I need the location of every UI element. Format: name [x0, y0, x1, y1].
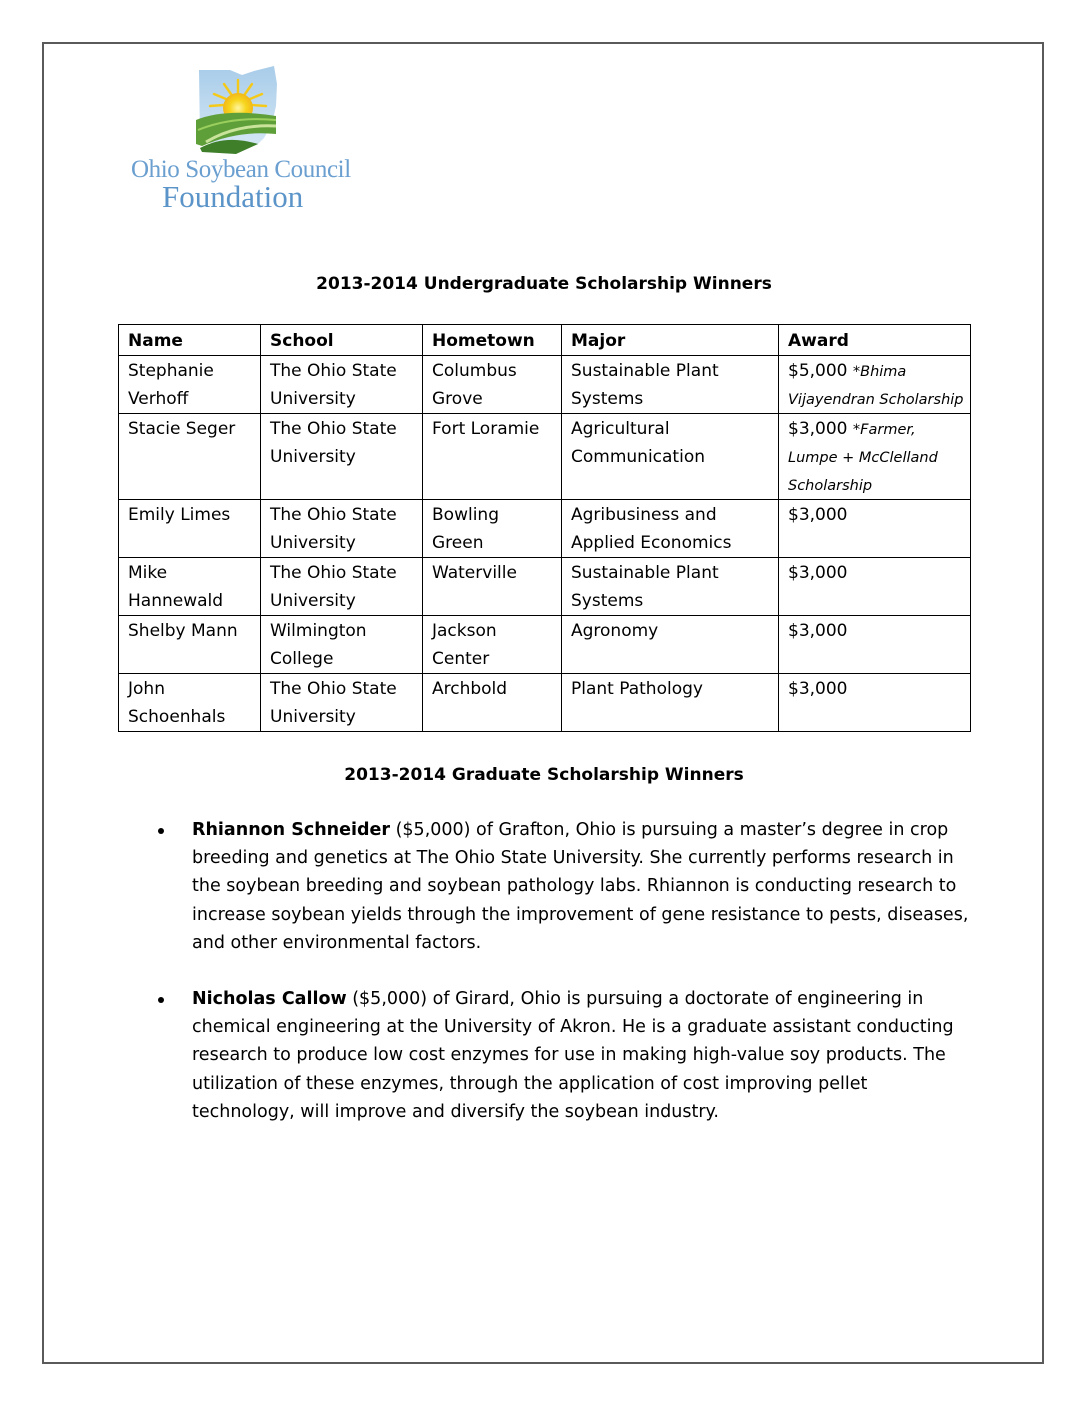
- cell-award: $3,000: [779, 500, 971, 558]
- undergraduate-heading: 2013-2014 Undergraduate Scholarship Winners: [316, 274, 772, 294]
- cell-hometown: Jackson Center: [423, 616, 562, 674]
- table-row: [119, 356, 971, 414]
- cell-hometown: Waterville: [423, 558, 562, 616]
- award-note: *Farmer, Lumpe + McClelland Scholarship: [788, 422, 938, 494]
- cell-school: The Ohio State University: [261, 674, 423, 732]
- cell-name: Emily Limes: [119, 500, 261, 558]
- column-header-hometown: Hometown: [423, 325, 562, 356]
- table-header-row: [119, 325, 971, 356]
- cell-name: Shelby Mann: [119, 616, 261, 674]
- cell-school: The Ohio State University: [261, 500, 423, 558]
- cell-name: Stacie Seger: [119, 414, 261, 500]
- column-header-name: Name: [119, 325, 261, 356]
- ohio-sun-field-icon: [196, 64, 282, 154]
- graduate-winners-list: [150, 816, 970, 1126]
- award-note: *Bhima Vijayendran Scholarship: [788, 364, 964, 408]
- cell-name: Stephanie Verhoff: [119, 356, 261, 414]
- undergraduate-winners-table: [118, 324, 971, 732]
- cell-major: Sustainable Plant Systems: [562, 558, 779, 616]
- logo-line-1: Ohio Soybean Council: [131, 156, 351, 183]
- cell-major: Agricultural Communication: [562, 414, 779, 500]
- cell-major: Agribusiness and Applied Economics: [562, 500, 779, 558]
- winner-description: ($5,000) of Girard, Ohio is pursuing a doctorate of engineering in chemical engineering at the University of Akron. He is a graduate assistant conducting research to produce low cost enzymes for use in making high-value soy products. The utilization of these enzymes, through the application of cost improving pellet technology, will improve and diversify the soybean industry.: [192, 989, 954, 1122]
- cell-major: Agronomy: [562, 616, 779, 674]
- table-row: [119, 414, 971, 500]
- winner-name: Rhiannon Schneider: [192, 820, 391, 840]
- table-row: [119, 558, 971, 616]
- cell-hometown: Fort Loramie: [423, 414, 562, 500]
- cell-hometown: Archbold: [423, 674, 562, 732]
- award-amount: $3,000: [788, 419, 848, 439]
- cell-major: Plant Pathology: [562, 674, 779, 732]
- bullet-icon: [158, 997, 164, 1003]
- cell-hometown: Bowling Green: [423, 500, 562, 558]
- cell-award: [779, 414, 971, 500]
- table-row: [119, 500, 971, 558]
- winner-name: Nicholas Callow: [192, 989, 347, 1010]
- cell-award: $3,000: [779, 674, 971, 732]
- list-item: [150, 985, 970, 1126]
- cell-school: The Ohio State University: [261, 558, 423, 616]
- column-header-award: Award: [779, 325, 971, 356]
- cell-award: $3,000: [779, 616, 971, 674]
- graduate-heading: 2013-2014 Graduate Scholarship Winners: [344, 765, 744, 785]
- column-header-major: Major: [562, 325, 779, 356]
- cell-school: Wilmington College: [261, 616, 423, 674]
- winner-description: ($5,000) of Grafton, Ohio is pursuing a master’s degree in crop breeding and genetics at The Ohio State University. She currently performs research in the soybean breeding and soybean pathology labs. Rhiannon is conducting research to increase soybean yields through the improvement of gene resistance to pests, diseases, and other environmental factors.: [192, 820, 969, 953]
- column-header-school: School: [261, 325, 423, 356]
- cell-name: Mike Hannewald: [119, 558, 261, 616]
- list-item: [150, 816, 970, 957]
- cell-school: The Ohio State University: [261, 356, 423, 414]
- cell-award: [779, 356, 971, 414]
- cell-hometown: Columbus Grove: [423, 356, 562, 414]
- cell-major: Sustainable Plant Systems: [562, 356, 779, 414]
- cell-award: $3,000: [779, 558, 971, 616]
- cell-school: The Ohio State University: [261, 414, 423, 500]
- award-amount: $5,000: [788, 361, 848, 381]
- logo-line-2: Foundation: [162, 179, 304, 214]
- cell-name: John Schoenhals: [119, 674, 261, 732]
- table-row: [119, 674, 971, 732]
- bullet-icon: [158, 828, 164, 834]
- ohio-soybean-council-foundation-logo: [128, 64, 368, 214]
- table-row: [119, 616, 971, 674]
